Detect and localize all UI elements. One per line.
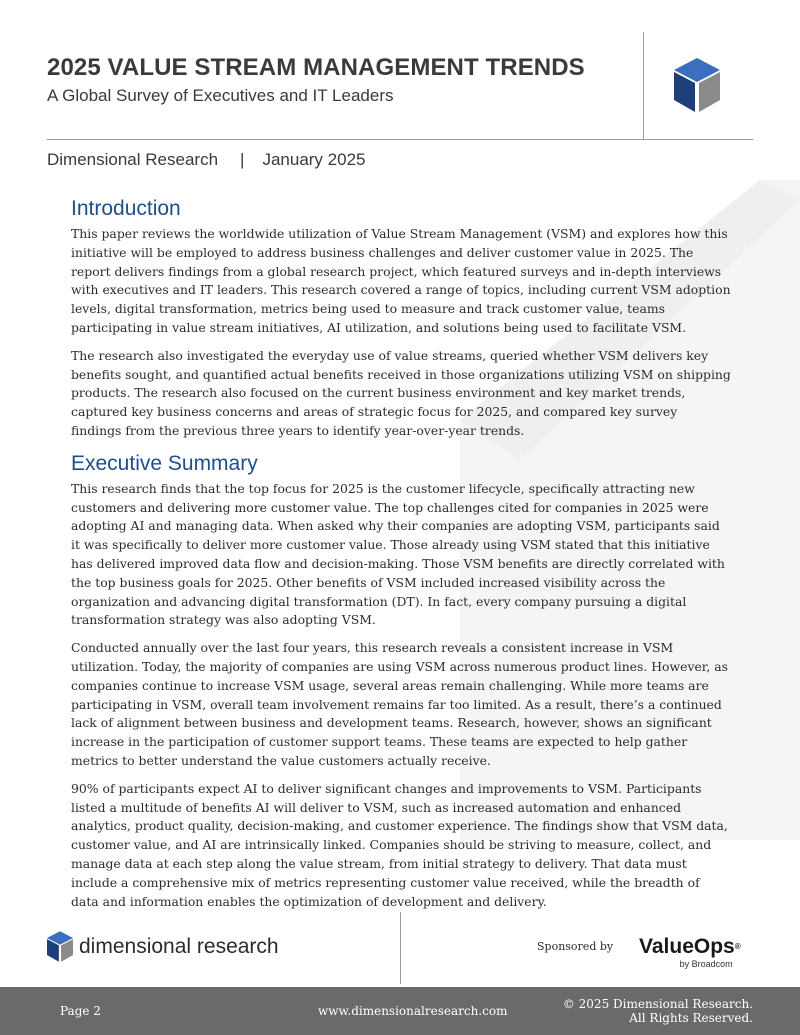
- sponsor-logo: [639, 936, 741, 969]
- footer-brand-logo: [47, 931, 279, 962]
- executive-summary-heading: Executive Summary: [71, 451, 258, 475]
- main-content: [71, 197, 731, 920]
- copyright-line: All Rights Reserved.: [629, 1011, 753, 1025]
- copyright-line: © 2025 Dimensional Research.: [562, 997, 753, 1011]
- publish-date: January 2025: [262, 150, 366, 169]
- cube-icon: [47, 931, 73, 962]
- cube-icon: [674, 58, 720, 112]
- sponsor-byline: by Broadcom: [679, 959, 733, 969]
- page-number: Page 2: [60, 1004, 101, 1018]
- executive-summary-paragraph: 90% of participants expect AI to deliver significant changes and improvements to VSM. Participants listed a multitude of benefits AI will deliver to VSM, such as increased automation and enhanced analytics, product quality, decision-making, and customer experience. The findings show that VSM data, customer value, and AI are intrinsically linked. Companies should be striving to measure, collect, and manage data at each step along the value stream, from initial strategy to delivery. That data must include a comprehensive mix of metrics representing customer value received, while the breadth of data and information enables the optimization of development and delivery.: [71, 780, 728, 909]
- sponsor-name: ValueOps: [639, 935, 735, 958]
- sponsored-by-label: Sponsored by: [537, 940, 614, 953]
- byline: [47, 150, 365, 170]
- website-link[interactable]: www.dimensionalresearch.com: [318, 1004, 508, 1018]
- introduction-paragraph: This paper reviews the worldwide utilization of Value Stream Management (VSM) and explores how this initiative will be employed to address business challenges and deliver customer value in 2025. The report delivers findings from a global research project, which featured surveys and in-depth interviews with executives and IT leaders. This research covered a range of topics, including current VSM adoption levels, digital transformation, metrics being used to measure and track customer value, teams participating in value stream initiatives, AI utilization, and solutions being used to facilitate VSM.: [71, 226, 731, 335]
- footer-brand-name: dimensional research: [79, 934, 279, 958]
- header-horizontal-divider: [47, 139, 753, 140]
- header-vertical-divider: [643, 32, 644, 139]
- registered-mark: ®: [734, 942, 741, 951]
- publisher-name: Dimensional Research: [47, 150, 219, 169]
- executive-summary-paragraph: This research finds that the top focus for 2025 is the customer lifecycle, specifically attracting new customers and delivering more customer value. The top challenges cited for companies in 2025 were adopting AI and managing data. When asked why their companies are adopting VSM, participants said it was specifically to deliver more customer value. Those already using VSM stated that this initiative has delivered improved data flow and decision-making. Those VSM benefits are directly correlated with the top business goals for 2025. Other benefits of VSM included increased visibility across the organization and advancing digital transformation (DT). In fact, every company pursuing a digital transformation strategy was also adopting VSM.: [71, 480, 725, 628]
- copyright-notice: [563, 997, 753, 1025]
- byline-separator: |: [240, 150, 245, 169]
- introduction-paragraph: The research also investigated the everyday use of value streams, queried whether VSM delivers key benefits sought, and quantified actual benefits received in those organizations utilizing VSM on shipping products. The research also focused on the current business environment and key market trends, captured key business concerns and areas of strategic focus for 2025, and compared key survey findings from the previous three years to identify year-over-year trends.: [71, 347, 731, 438]
- footer-vertical-divider: [400, 912, 401, 984]
- report-subtitle: A Global Survey of Executives and IT Leaders: [47, 86, 394, 105]
- executive-summary-paragraph: Conducted annually over the last four years, this research reveals a consistent increase in VSM utilization. Today, the majority of companies are using VSM across numerous product lines. However, as companies continue to increase VSM usage, several areas remain challenging. While more teams are participating in VSM, overall team involvement remains far too limited. As a result, there’s a continued lack of alignment between business and development teams. Research, however, shows an significant increase in the participation of customer support teams. These teams are expected to help gather metrics to better understand the value customers actually receive.: [71, 640, 728, 768]
- introduction-heading: Introduction: [71, 197, 181, 220]
- report-title: 2025 VALUE STREAM MANAGEMENT TRENDS: [47, 54, 585, 81]
- footer-bar: [0, 987, 800, 1035]
